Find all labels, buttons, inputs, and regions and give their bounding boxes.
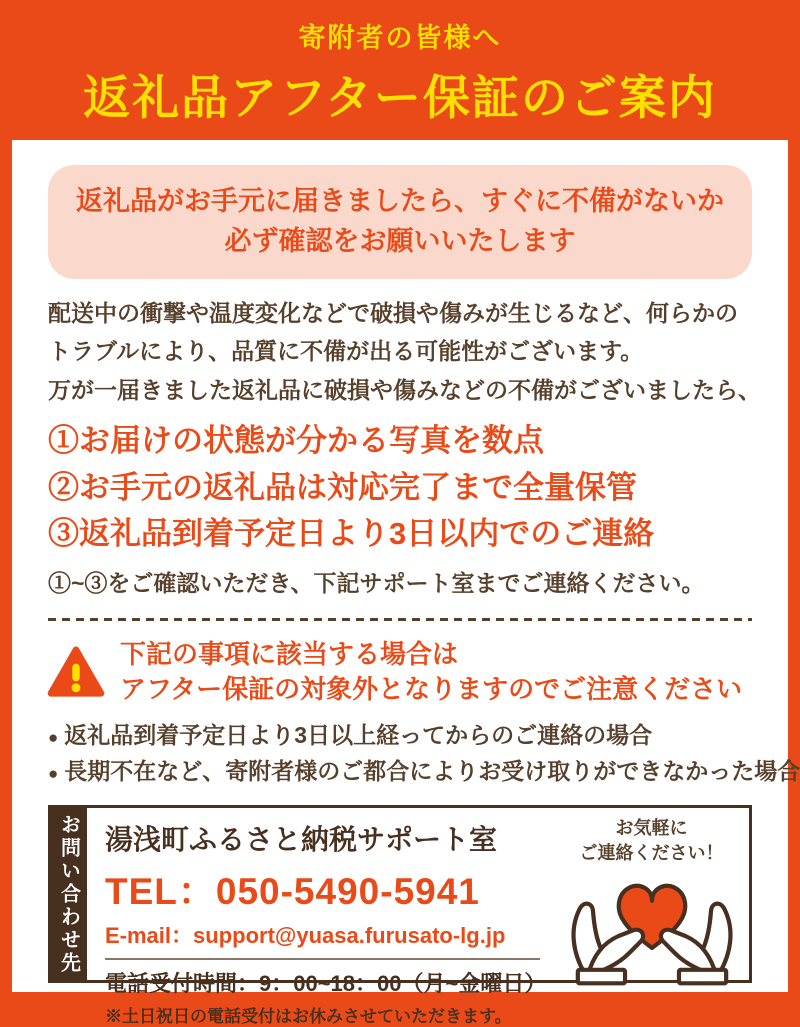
page-title: 返礼品アフター保証のご案内: [83, 71, 717, 124]
warning-line-1: 下記の事項に該当する場合は: [120, 638, 459, 669]
callout-line-1: お気軽に: [615, 818, 688, 839]
phone-hours: 電話受付時間：9：00~18：00（月~金曜日）: [105, 971, 547, 997]
notice-line-1: 返礼品がお手元に届きましたら、すぐに不備がないか: [76, 186, 724, 216]
intro-line-1: 配送中の衝撃や温度変化などで破損や傷みが生じるなど、何らかの: [48, 299, 738, 326]
warning-line-2: アフター保証の対象外となりますのでご注意ください: [120, 673, 743, 704]
exclusion-item: [48, 753, 800, 789]
notice-line-2: 必ず確認をお願いいたします: [224, 225, 576, 256]
contact-box: [48, 805, 752, 1027]
email-address: E-mail：support@yuasa.furusato-lg.jp: [105, 923, 506, 949]
header-subtitle: 寄附者の皆様へ: [298, 23, 502, 53]
holiday-note: ※土日祝日の電話受付はお休みさせていただきます。: [105, 1007, 512, 1027]
support-office-name: 湯浅町ふるさと納税サポート室: [105, 824, 498, 856]
exclusion-list: [48, 717, 800, 790]
exclusion-item: [48, 717, 752, 753]
contact-sidebar-label: お問い合わせ先: [51, 808, 87, 980]
claim-step-2: ②お手元の返礼品は対応完了まで全量保管: [48, 469, 637, 505]
contact-illustration: [554, 808, 749, 980]
warning-text: [120, 637, 742, 707]
exclusion-text-2: 長期不在など、寄附者様のご都合によりお受け取りができなかった場合: [64, 758, 800, 785]
bullet-icon: ●: [48, 727, 59, 747]
header: [0, 0, 800, 140]
intro-line-3: 万が一届きました返礼品に破損や傷みなどの不備がございましたら、: [48, 376, 761, 403]
callout-line-2: ご連絡ください！: [579, 842, 724, 863]
warning-block: [48, 637, 752, 707]
contact-details: [87, 808, 554, 1027]
hands-holding-heart-icon: [558, 867, 746, 985]
bullet-icon: ●: [48, 764, 59, 784]
claim-steps-list: [48, 418, 752, 558]
phone-number: TEL：050-5490-5941: [105, 871, 480, 913]
claim-step-1: ①お届けの状態が分かる写真を数点: [48, 423, 544, 459]
dashed-divider: [48, 618, 752, 621]
exclusion-text-1: 返礼品到着予定日より3日以上経ってからのご連絡の場合: [64, 721, 653, 748]
intro-line-2: トラブルにより、品質に不備が出る可能性がございます。: [48, 338, 644, 365]
content-sheet: [12, 140, 800, 1027]
contact-divider: [105, 958, 540, 960]
claim-step-3: ③返礼品到着予定日より3日以内でのご連絡: [48, 516, 655, 552]
steps-followup-text: ①~③をご確認いただき、下記サポート室までご連絡ください。: [48, 569, 705, 596]
intro-paragraph: [48, 294, 761, 409]
check-on-arrival-notice: [48, 165, 752, 279]
callout-text: [580, 816, 724, 865]
warning-triangle-icon: [48, 646, 104, 698]
